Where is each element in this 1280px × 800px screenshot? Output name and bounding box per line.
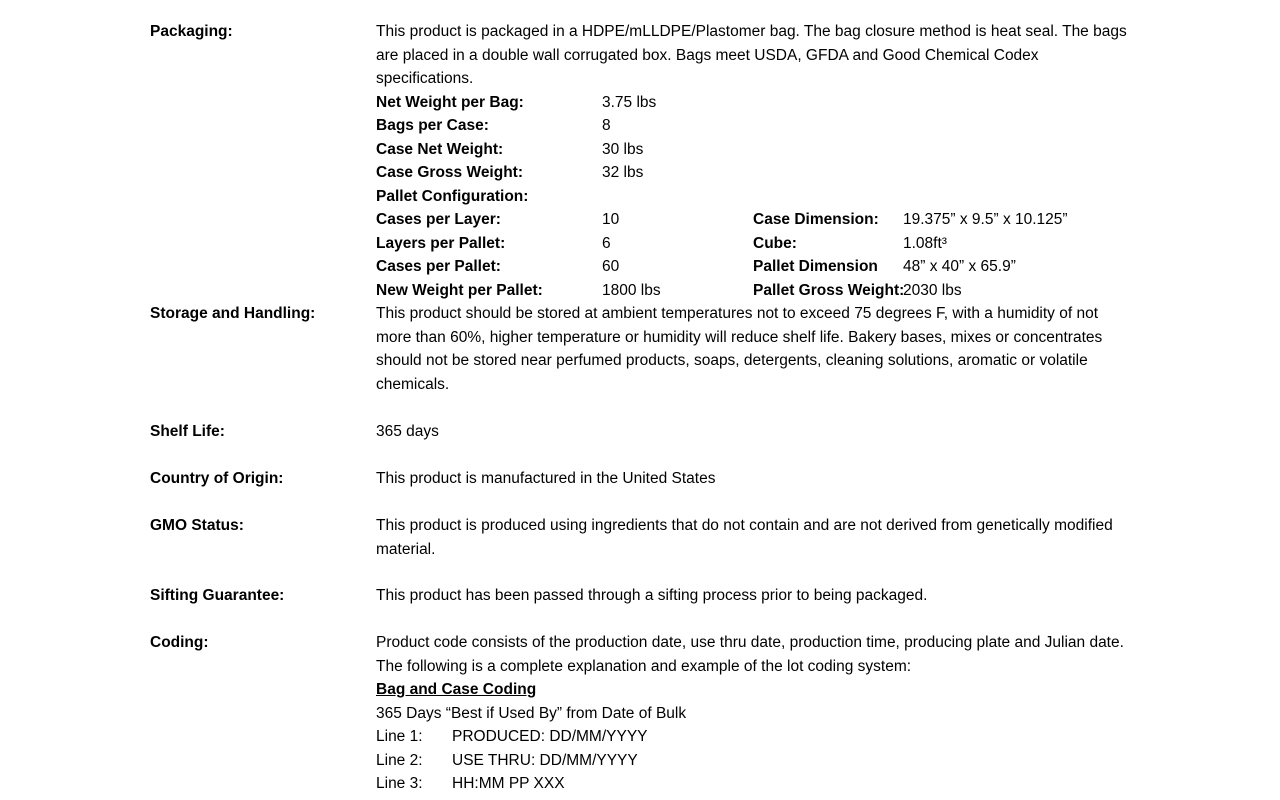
net-weight-per-bag-label: Net Weight per Bag: (376, 93, 524, 111)
shelf-life-text: 365 days (376, 423, 439, 440)
pallet-dimension-label: Pallet Dimension (753, 258, 878, 275)
coding-line-text: USE THRU: DD/MM/YYYY (452, 751, 638, 769)
cases-per-layer-label: Cases per Layer: (376, 211, 501, 228)
country-body (376, 467, 1136, 491)
coding-line-name: Line 2: (376, 751, 423, 769)
cube-label: Cube: (753, 234, 797, 252)
layers-per-pallet-value: 6 (602, 234, 611, 252)
pallet-configuration-label: Pallet Configuration: (376, 187, 529, 205)
spec-row (376, 232, 1136, 256)
cases-per-pallet-label: Cases per Pallet: (376, 258, 501, 275)
bags-per-case-label: Bags per Case: (376, 117, 489, 134)
coding-text: Product code consists of the production date, use thru date, production time, producing plate and Julian date. The following is a complete explanation and example of the lot coding system: (376, 634, 1124, 675)
spec-row (376, 91, 1136, 115)
coding-line-name: Line 1: (376, 728, 423, 745)
shelf-life-body (376, 420, 1136, 444)
spec-row (376, 279, 1136, 303)
case-dimension-value: 19.375” x 9.5” x 10.125” (903, 211, 1068, 228)
gmo-body (376, 514, 1136, 561)
coding-body (376, 631, 1136, 796)
coding-line (376, 725, 1136, 749)
sifting-text: This product has been passed through a sifting process prior to being packaged. (376, 587, 928, 604)
coding-line-name: Line 3: (376, 775, 423, 792)
coding-line-text: PRODUCED: DD/MM/YYYY (452, 728, 648, 745)
spec-row (376, 208, 1136, 232)
coding-best-by: 365 Days “Best if Used By” from Date of Bulk (376, 704, 687, 722)
bags-per-case-value: 8 (602, 117, 611, 134)
shelf-life-label: Shelf Life: (150, 423, 225, 440)
case-gross-weight-value: 32 lbs (602, 164, 644, 181)
net-weight-per-bag-value: 3.75 lbs (602, 93, 657, 111)
storage-text: This product should be stored at ambient temperatures not to exceed 75 degrees F, with a humidity of not more than 60%, higher temperature or humidity will reduce shelf life. Bakery bases, mixes or concentrates should not be stored near perfumed products, soaps, detergents, cleaning solutions, aromatic or volatile chemicals. (376, 305, 1103, 393)
gmo-label: GMO Status: (150, 517, 244, 534)
spec-row (376, 255, 1136, 279)
pallet-dimension-value: 48” x 40” x 65.9” (903, 258, 1016, 275)
cube-value: 1.08ft³ (903, 234, 947, 252)
case-net-weight-value: 30 lbs (602, 140, 644, 158)
new-weight-per-pallet-label: New Weight per Pallet: (376, 281, 543, 299)
sifting-label: Sifting Guarantee: (150, 587, 285, 604)
country-text: This product is manufactured in the United States (376, 470, 716, 487)
coding-label: Coding: (150, 634, 209, 651)
coding-line (376, 772, 1136, 796)
country-label: Country of Origin: (150, 470, 284, 487)
sifting-body (376, 584, 1136, 608)
coding-line-text: HH:MM PP XXX (452, 775, 565, 792)
coding-line (376, 749, 1136, 773)
case-dimension-label: Case Dimension: (753, 211, 879, 228)
packaging-body (376, 20, 1136, 302)
new-weight-per-pallet-value: 1800 lbs (602, 281, 661, 299)
spec-row (376, 185, 1136, 209)
spec-row (376, 114, 1136, 138)
cases-per-pallet-value: 60 (602, 258, 620, 275)
spec-row (376, 161, 1136, 185)
case-gross-weight-label: Case Gross Weight: (376, 164, 524, 181)
packaging-description: This product is packaged in a HDPE/mLLDPE/Plastomer bag. The bag closure method is heat seal. The bags are placed in a double wall corrugated box. Bags meet USDA, GFDA and Good Chemical Codex specifications. (376, 23, 1127, 87)
layers-per-pallet-label: Layers per Pallet: (376, 234, 506, 252)
spec-row (376, 138, 1136, 162)
storage-label: Storage and Handling: (150, 305, 316, 322)
cases-per-layer-value: 10 (602, 211, 620, 228)
gmo-text: This product is produced using ingredients that do not contain and are not derived from genetically modified material. (376, 517, 1113, 558)
pallet-gross-weight-label: Pallet Gross Weight: (753, 281, 905, 299)
coding-subheading: Bag and Case Coding (376, 681, 537, 698)
storage-body (376, 302, 1136, 396)
pallet-gross-weight-value: 2030 lbs (903, 281, 962, 299)
case-net-weight-label: Case Net Weight: (376, 140, 504, 158)
packaging-label: Packaging: (150, 23, 233, 40)
